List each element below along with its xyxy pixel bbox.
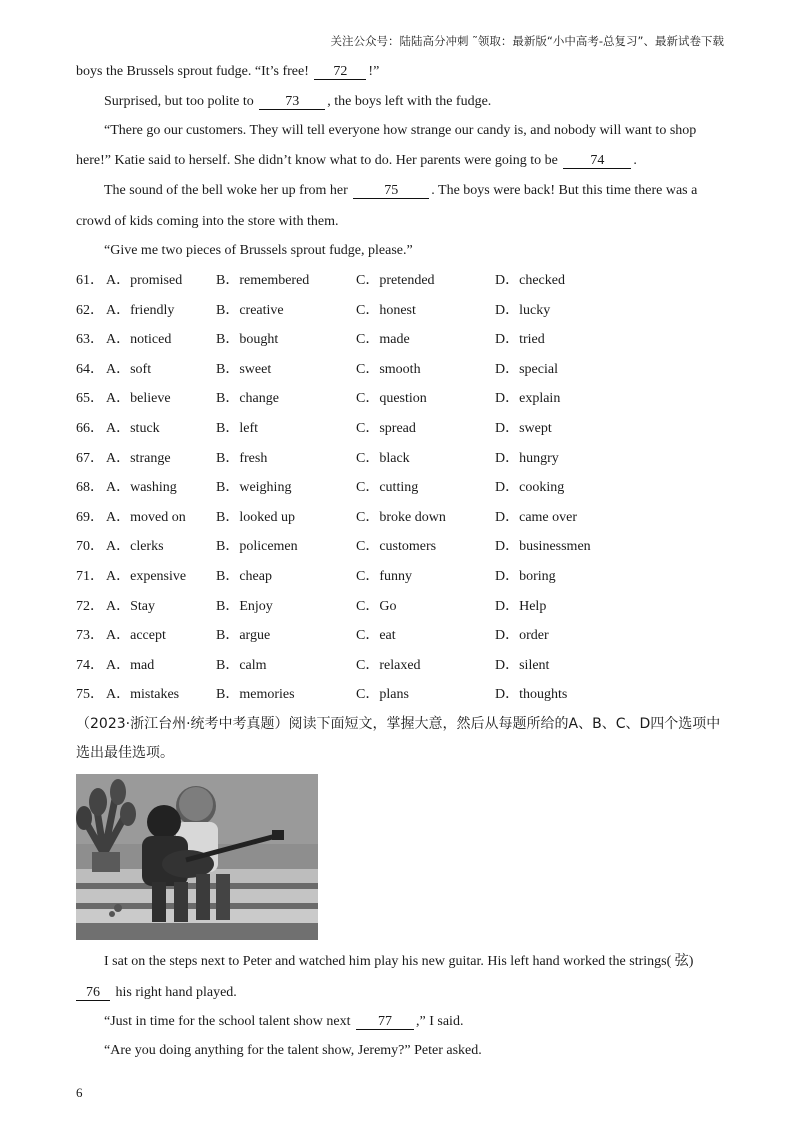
option-a: A．soft [106,362,152,377]
option-d: D．thoughts [495,687,568,702]
option-a: A．accept [106,628,166,643]
story-line-2 [104,93,491,111]
option-d: D．boring [495,569,556,584]
option-c: C．black [356,451,410,466]
blank-76: 76 [76,985,110,1001]
option-a: A．expensive [106,569,187,584]
option-c: C．plans [356,687,409,702]
option-b: B．looked up [216,510,295,525]
option-b: B．sweet [216,362,272,377]
option-b: B．creative [216,303,284,318]
story-line-3: “There go our customers. They will tell everyone how strange our candy is, and nobody will want to shop [104,123,697,138]
option-c: C．eat [356,628,396,643]
question-number: 71． [76,569,104,584]
option-a: A．mad [106,658,155,673]
option-d: D．businessmen [495,539,591,554]
option-b: B．weighing [216,480,292,495]
story2-line-3 [104,1013,463,1031]
blank-72: 72 [314,64,366,80]
option-d: D．came over [495,510,578,525]
option-c: C．customers [356,539,437,554]
option-c: C．cutting [356,480,419,495]
question-number: 75． [76,687,104,702]
option-row [76,331,736,349]
question-number: 61． [76,273,104,288]
option-b: B．argue [216,628,271,643]
page-header: 关注公众号：陆陆高分冲刺 ˜领取：最新版“小中高考-总复习”、最新试卷下载 [330,34,724,48]
option-row [76,390,736,408]
option-c: C．made [356,332,410,347]
option-a: A．mistakes [106,687,180,702]
option-c: C．Go [356,599,397,614]
story-line-7: “Give me two pieces of Brussels sprout fudge, please.” [104,243,413,258]
option-d: D．order [495,628,549,643]
option-row [76,361,736,379]
option-b: B．bought [216,332,279,347]
question-number: 62． [76,303,104,318]
story-line-4 [76,152,637,170]
question-number: 66． [76,421,104,436]
option-a: A．noticed [106,332,172,347]
option-row [76,420,736,438]
option-c: C．relaxed [356,658,421,673]
option-row [76,627,736,645]
option-row [76,272,736,290]
illustration-svg [76,774,318,940]
option-row [76,479,736,497]
option-b: B．fresh [216,451,268,466]
option-a: A．stuck [106,421,160,436]
story-line-6: crowd of kids coming into the store with them. [76,214,339,229]
question-number: 70． [76,539,104,554]
text-segment: !” [368,64,380,79]
question-number: 67． [76,451,104,466]
option-d: D．explain [495,391,561,406]
option-b: B．memories [216,687,295,702]
option-b: B．calm [216,658,267,673]
option-c: C．broke down [356,510,446,525]
option-a: A．friendly [106,303,175,318]
option-row [76,686,736,704]
page-number: 6 [76,1085,83,1100]
option-a: A．clerks [106,539,164,554]
blank-73: 73 [259,94,325,110]
option-d: D．swept [495,421,552,436]
story-line-1 [76,63,379,81]
option-d: D．lucky [495,303,551,318]
option-a: A．believe [106,391,171,406]
option-b: B．change [216,391,279,406]
option-c: C．pretended [356,273,435,288]
option-d: D．hungry [495,451,559,466]
option-a: A．moved on [106,510,186,525]
option-a: A．strange [106,451,171,466]
text-segment: . The boys were back! But this time there was a [431,183,698,198]
question-number: 74． [76,658,104,673]
option-row [76,568,736,586]
story2-line-4: “Are you doing anything for the talent show, Jeremy?” Peter asked. [104,1043,482,1058]
option-row [76,538,736,556]
question-number: 65． [76,391,104,406]
option-b: B．Enjoy [216,599,273,614]
option-d: D．silent [495,658,550,673]
option-d: D．cooking [495,480,565,495]
option-c: C．funny [356,569,412,584]
question-number: 72． [76,599,104,614]
option-row [76,302,736,320]
option-a: A．promised [106,273,183,288]
option-d: D．special [495,362,558,377]
text-segment: , the boys left with the fudge. [327,94,492,109]
option-row [76,657,736,675]
option-d: D．Help [495,599,547,614]
option-d: D．checked [495,273,565,288]
blank-75: 75 [353,183,429,199]
option-c: C．spread [356,421,416,436]
story2-line-1: I sat on the steps next to Peter and watched him play his new guitar. His left hand worked the strings( 弦) [104,954,694,969]
question-number: 73． [76,628,104,643]
option-c: C．smooth [356,362,421,377]
option-row [76,598,736,616]
instructions-line-1: （2023·浙江台州·统考中考真题）阅读下面短文，掌握大意，然后从每题所给的A、B、C、D四个选项中 [76,716,721,732]
text-segment: The sound of the bell woke her up from her [104,183,352,198]
text-segment: Surprised, but too polite to [104,94,258,109]
question-number: 68． [76,480,104,495]
text-segment: “Just in time for the school talent show next [104,1014,355,1029]
question-number: 63． [76,332,104,347]
text-segment: boys the Brussels sprout fudge. “It’s free! [76,64,313,79]
option-row [76,509,736,527]
option-c: C．question [356,391,427,406]
option-a: A．washing [106,480,177,495]
option-a: A．Stay [106,599,155,614]
option-b: B．left [216,421,258,436]
question-number: 69． [76,510,104,525]
option-d: D．tried [495,332,545,347]
story-line-5 [104,182,697,200]
story2-line-2 [76,984,237,1002]
text-segment: ,” I said. [416,1014,464,1029]
blank-77: 77 [356,1014,414,1030]
text-segment: . [633,153,637,168]
story-illustration [76,774,318,940]
option-row [76,450,736,468]
option-b: B．policemen [216,539,298,554]
question-number: 64． [76,362,104,377]
blank-74: 74 [563,153,631,169]
option-b: B．remembered [216,273,310,288]
instructions-line-2: 选出最佳选项。 [76,745,174,761]
text-segment: here!” Katie said to herself. She didn’t know what to do. Her parents were going to be [76,153,562,168]
option-b: B．cheap [216,569,272,584]
option-c: C．honest [356,303,416,318]
text-segment: his right hand played. [112,985,237,1000]
